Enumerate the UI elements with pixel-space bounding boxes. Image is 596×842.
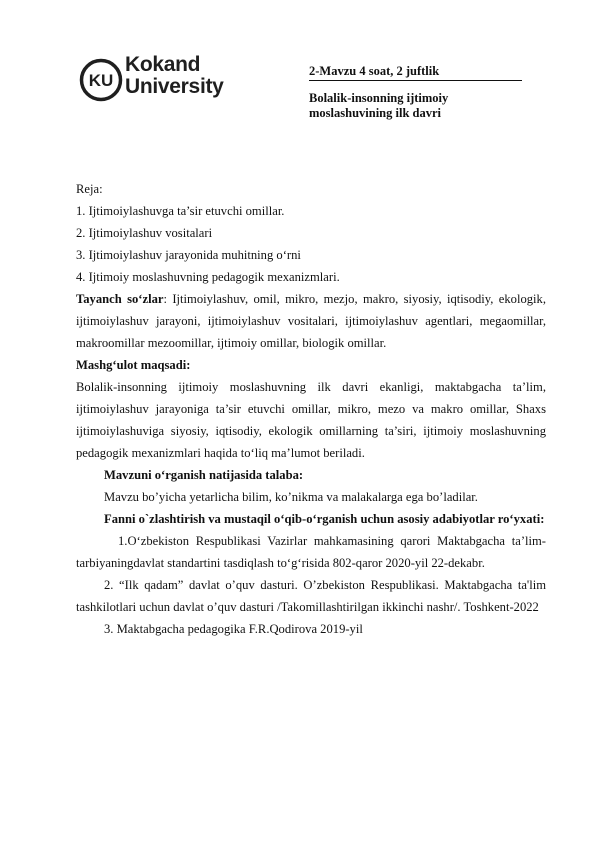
university-logo [79,52,229,116]
literature-heading: Fanni o`zlashtirish va mustaqil o‘qib-o‘rganish uchun asosiy adabiyotlar ro‘yxati: [104,512,545,526]
logo-wordmark [125,54,224,98]
plan-heading: Reja: [76,182,103,196]
logo-line-2: University [125,75,224,98]
literature-item: 1.O‘zbekiston Respublikasi Vazirlar mahkamasining qarori Maktabgacha ta’lim-tarbiyaningdavlat standartini tasdiqlash to‘g‘risida 802-qaror 2020-yil 22-dekabr. [76,534,546,570]
document-body [76,178,546,640]
plan-item: 3. Ijtimoiylashuv jarayonida muhitning o‘rni [76,248,301,262]
topic-subtitle: Bolalik-insonning ijtimoiy moslashuvining ilk davri [309,91,449,120]
goal-heading: Mashg‘ulot maqsadi: [76,358,191,372]
goal-text: Bolalik-insonning ijtimoiy moslashuvning ilk davri ekanligi, maktabgacha ta’lim, ijtimoiylashuv jarayoniga ta’sir etuvchi omillar, mikro, mezo va makro omillar, Shaxs ijtimoiylashuviga siyosiy, iqtisodiy, ekologik omillarning ta’siri, ijtimoiy moslashuvning pedagogik mexanizmlari haqida to‘liq ma’lumot beriladi. [76,380,546,460]
logo-line-1: Kokand [125,53,201,76]
plan-item: 1. Ijtimoiylashuvga ta’sir etuvchi omillar. [76,204,285,218]
literature-item: 2. “Ilk qadam” davlat o’quv dasturi. O’zbekiston Respublikasi. Maktabgacha ta'lim tashkilotlari uchun davlat o’quv dasturi /Takomillashtirilgan ikkinchi nashr/. Toshkent-2022 [76,578,546,614]
result-heading: Mavzuni o‘rganish natijasida talaba: [104,468,304,482]
ku-logo-icon [79,58,123,102]
plan-item: 2. Ijtimoiylashuv vositalari [76,226,213,240]
literature-item: 3. Maktabgacha pedagogika F.R.Qodirova 2019-yil [104,622,363,636]
result-text: Mavzu bo’yicha yetarlicha bilim, ko’nikma va malakalarga ega bo’ladilar. [104,490,478,504]
keywords-text: : Ijtimoiylashuv, omil, mikro, mezjo, makro, siyosiy, iqtisodiy, ekologik, ijtimoiylashuv jarayoni, ijtimoiylashuv vositalari, ijtimoiylashuv agentlari, megaomillar, makroomillar mezoomillar, ijtimoiy omillar, biologik omillar. [76,292,547,350]
topic-heading: 2-Mavzu 4 soat, 2 juftlik [309,64,522,81]
keywords-paragraph [76,288,546,354]
plan-item: 4. Ijtimoiy moslashuvning pedagogik mexanizmlari. [76,270,340,284]
keywords-label: Tayanch so‘zlar [76,292,164,306]
logo-mark-text: KU [88,71,114,90]
